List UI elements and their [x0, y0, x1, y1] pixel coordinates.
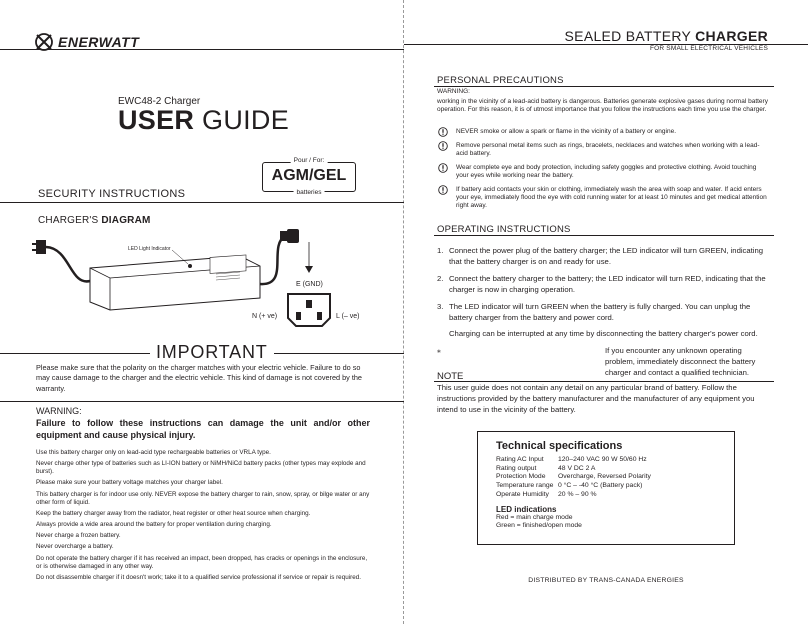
- alert-icon: [437, 141, 449, 151]
- precautions-list: [437, 128, 769, 216]
- led-indicator-label: LED Light Indicator: [128, 246, 171, 252]
- spec-row: Rating output 48 V DC 2 A: [496, 464, 596, 472]
- pp-rule: [434, 86, 774, 87]
- header-rule: [0, 49, 404, 50]
- right-page: [404, 0, 808, 624]
- operating-list: [437, 245, 773, 384]
- rule-item: Never charge other type of batteries such as LI-ION battery or NiMH/NiCd battery packs (other types may explode and burst).: [36, 460, 366, 476]
- rule-item: Do not disassemble charger if it doesn't work; take it to a qualified service professional if service or repair is required.: [36, 573, 361, 581]
- op-item: 1. Connect the power plug of the battery charger; the LED indicator will turn GREEN, indicating that the battery charger is on and ready for use.: [437, 246, 764, 266]
- op-extra-text: Charging can be interrupted at any time by disconnecting the battery charger's power cord.: [449, 329, 758, 338]
- spec-row: Operate Humidity 20 % – 90 %: [496, 490, 597, 498]
- battery-type-badge: [262, 157, 356, 196]
- section-rule: [0, 202, 404, 203]
- precaution-item: Remove personal metal items such as rings, bracelets, necklaces and watches when working with a lead-acid battery.: [437, 142, 769, 159]
- operating-instructions-title: OPERATING INSTRUCTIONS: [437, 224, 571, 235]
- spec-box: [477, 431, 735, 545]
- live-label: L (– ve): [336, 313, 360, 320]
- warning-rule: [0, 401, 404, 402]
- spec-title: Technical specifications: [496, 440, 623, 452]
- op-item: 2. Connect the battery charger to the battery; the LED indicator will turn RED, indicating that the charger is now in charging operation.: [437, 274, 766, 294]
- note-title: NOTE: [437, 371, 464, 382]
- rule-item: Please make sure your battery voltage matches your charger label.: [36, 479, 223, 487]
- important-text: Please make sure that the polarity on the charger matches with your electric vehicle. Failure to do so may cause damage to the charger and the electric vehicle. This kind of damage is not covered by the warranty.: [36, 363, 362, 393]
- neutral-label: N (+ ve): [252, 313, 278, 320]
- led-item: Green = finished/open mode: [496, 522, 582, 530]
- op-item: 3. The LED indicator will turn GREEN when the battery is fully charged. You can unplug the battery charger from the battery and power cord.: [437, 302, 751, 322]
- led-title: LED indications: [496, 504, 557, 514]
- right-header-title: SEALED BATTERY CHARGER: [564, 28, 768, 44]
- right-header: [565, 28, 768, 52]
- precaution-item: If battery acid contacts your skin or clothing, immediately wash the area with soap and water. If acid enters your eye, immediately flood the eye with cold running water for at least 10 minutes and get medical attention right away.: [437, 186, 769, 211]
- rule-item: This battery charger is for indoor use only. NEVER expose the battery charger to rain, snow, spray, or bilge water or any other form of liquid.: [36, 490, 370, 506]
- badge-main-label: AGM/GEL: [271, 167, 347, 184]
- rule-item: Use this battery charger only on lead-acid type rechargeable batteries or VRLA type.: [36, 449, 271, 456]
- precaution-item: NEVER smoke or allow a spark or flame in the vicinity of a battery or engine.: [437, 128, 769, 137]
- connector-plug-icon: [280, 229, 299, 243]
- precaution-item: Wear complete eye and body protection, including safety goggles and protective clothing. Avoid touching your eyes while working near the battery.: [437, 164, 769, 181]
- model-name: EWC48-2 Charger: [118, 96, 201, 107]
- ac-cable: [46, 247, 90, 281]
- alert-icon: [437, 163, 449, 173]
- led-item: Red = main charge mode: [496, 513, 573, 521]
- page-title: USER GUIDE: [118, 105, 290, 135]
- charger-body: [90, 255, 260, 310]
- alert-icon: [437, 127, 449, 137]
- gnd-label: E (GND): [296, 281, 323, 288]
- personal-precautions-title: PERSONAL PRECAUTIONS: [437, 75, 564, 86]
- pp-warning-label: WARNING:: [437, 88, 470, 95]
- asterisk-icon: ⁎: [437, 346, 441, 355]
- charger-diagram: [30, 226, 380, 338]
- note-text: This user guide does not contain any detail on any particular brand of battery. Follow the instructions provided by the battery manufacturer and the manufacturer of any equipment you intend to use in the vicinity of the battery.: [437, 383, 755, 414]
- op-rule: [434, 235, 774, 236]
- dc-cable: [260, 236, 285, 284]
- pp-intro-text: working in the vicinity of a lead-acid battery is dangerous. Batteries generate explosive gases during normal battery operation. For this reason, it is of utmost importance that you follow the instructions each time you use the charger.: [437, 98, 768, 114]
- diagram-title: CHARGER'S DIAGRAM: [38, 215, 151, 226]
- rule-item: Keep the battery charger away from the radiator, heat register or other heat source when charging.: [36, 509, 311, 517]
- brand-name: ENERWATT: [58, 34, 140, 50]
- section-title: SECURITY INSTRUCTIONS: [38, 188, 186, 200]
- badge-bottom-label: batteries: [294, 189, 325, 196]
- safety-rules: [36, 449, 370, 585]
- op-star-item: ⁎ If you encounter any unknown operating problem, immediately disconnect the battery charger and contact a qualified technician.: [437, 346, 756, 377]
- warning-title: WARNING:: [36, 406, 82, 416]
- arrow-head-icon: [305, 266, 313, 273]
- spec-row: Temperature range 0 °C – -40 °C (Battery pack): [496, 482, 643, 490]
- spec-row: Protection Mode Overcharge, Reversed Polarity: [496, 473, 651, 481]
- socket-icon: [288, 294, 330, 326]
- rule-item: Do not operate the battery charger if it has received an impact, been dropped, has cracks or openings in the enclosure, or is otherwise damaged in any other way.: [36, 554, 368, 570]
- spec-row: Rating AC Input 120–240 VAC 90 W 50/60 Hz: [496, 456, 647, 463]
- rule-item: Always provide a wide area around the battery for proper ventilation during charging.: [36, 520, 272, 528]
- badge-top-label: Pour / For:: [291, 157, 328, 164]
- right-header-rule: [404, 44, 808, 45]
- warning-subtitle: Failure to follow these instructions can damage the unit and/or other equipment and cause physical injury.: [36, 418, 370, 440]
- right-header-subtitle: FOR SMALL ELECTRICAL VEHICLES: [649, 45, 768, 52]
- distributor: DISTRIBUTED BY TRANS-CANADA ENERGIES: [528, 577, 684, 584]
- rule-item: Never overcharge a battery.: [36, 543, 114, 551]
- rule-item: Never charge a frozen battery.: [36, 532, 121, 540]
- alert-icon: [437, 185, 449, 195]
- important-title: IMPORTANT: [150, 342, 274, 363]
- power-plug-icon: [32, 240, 46, 254]
